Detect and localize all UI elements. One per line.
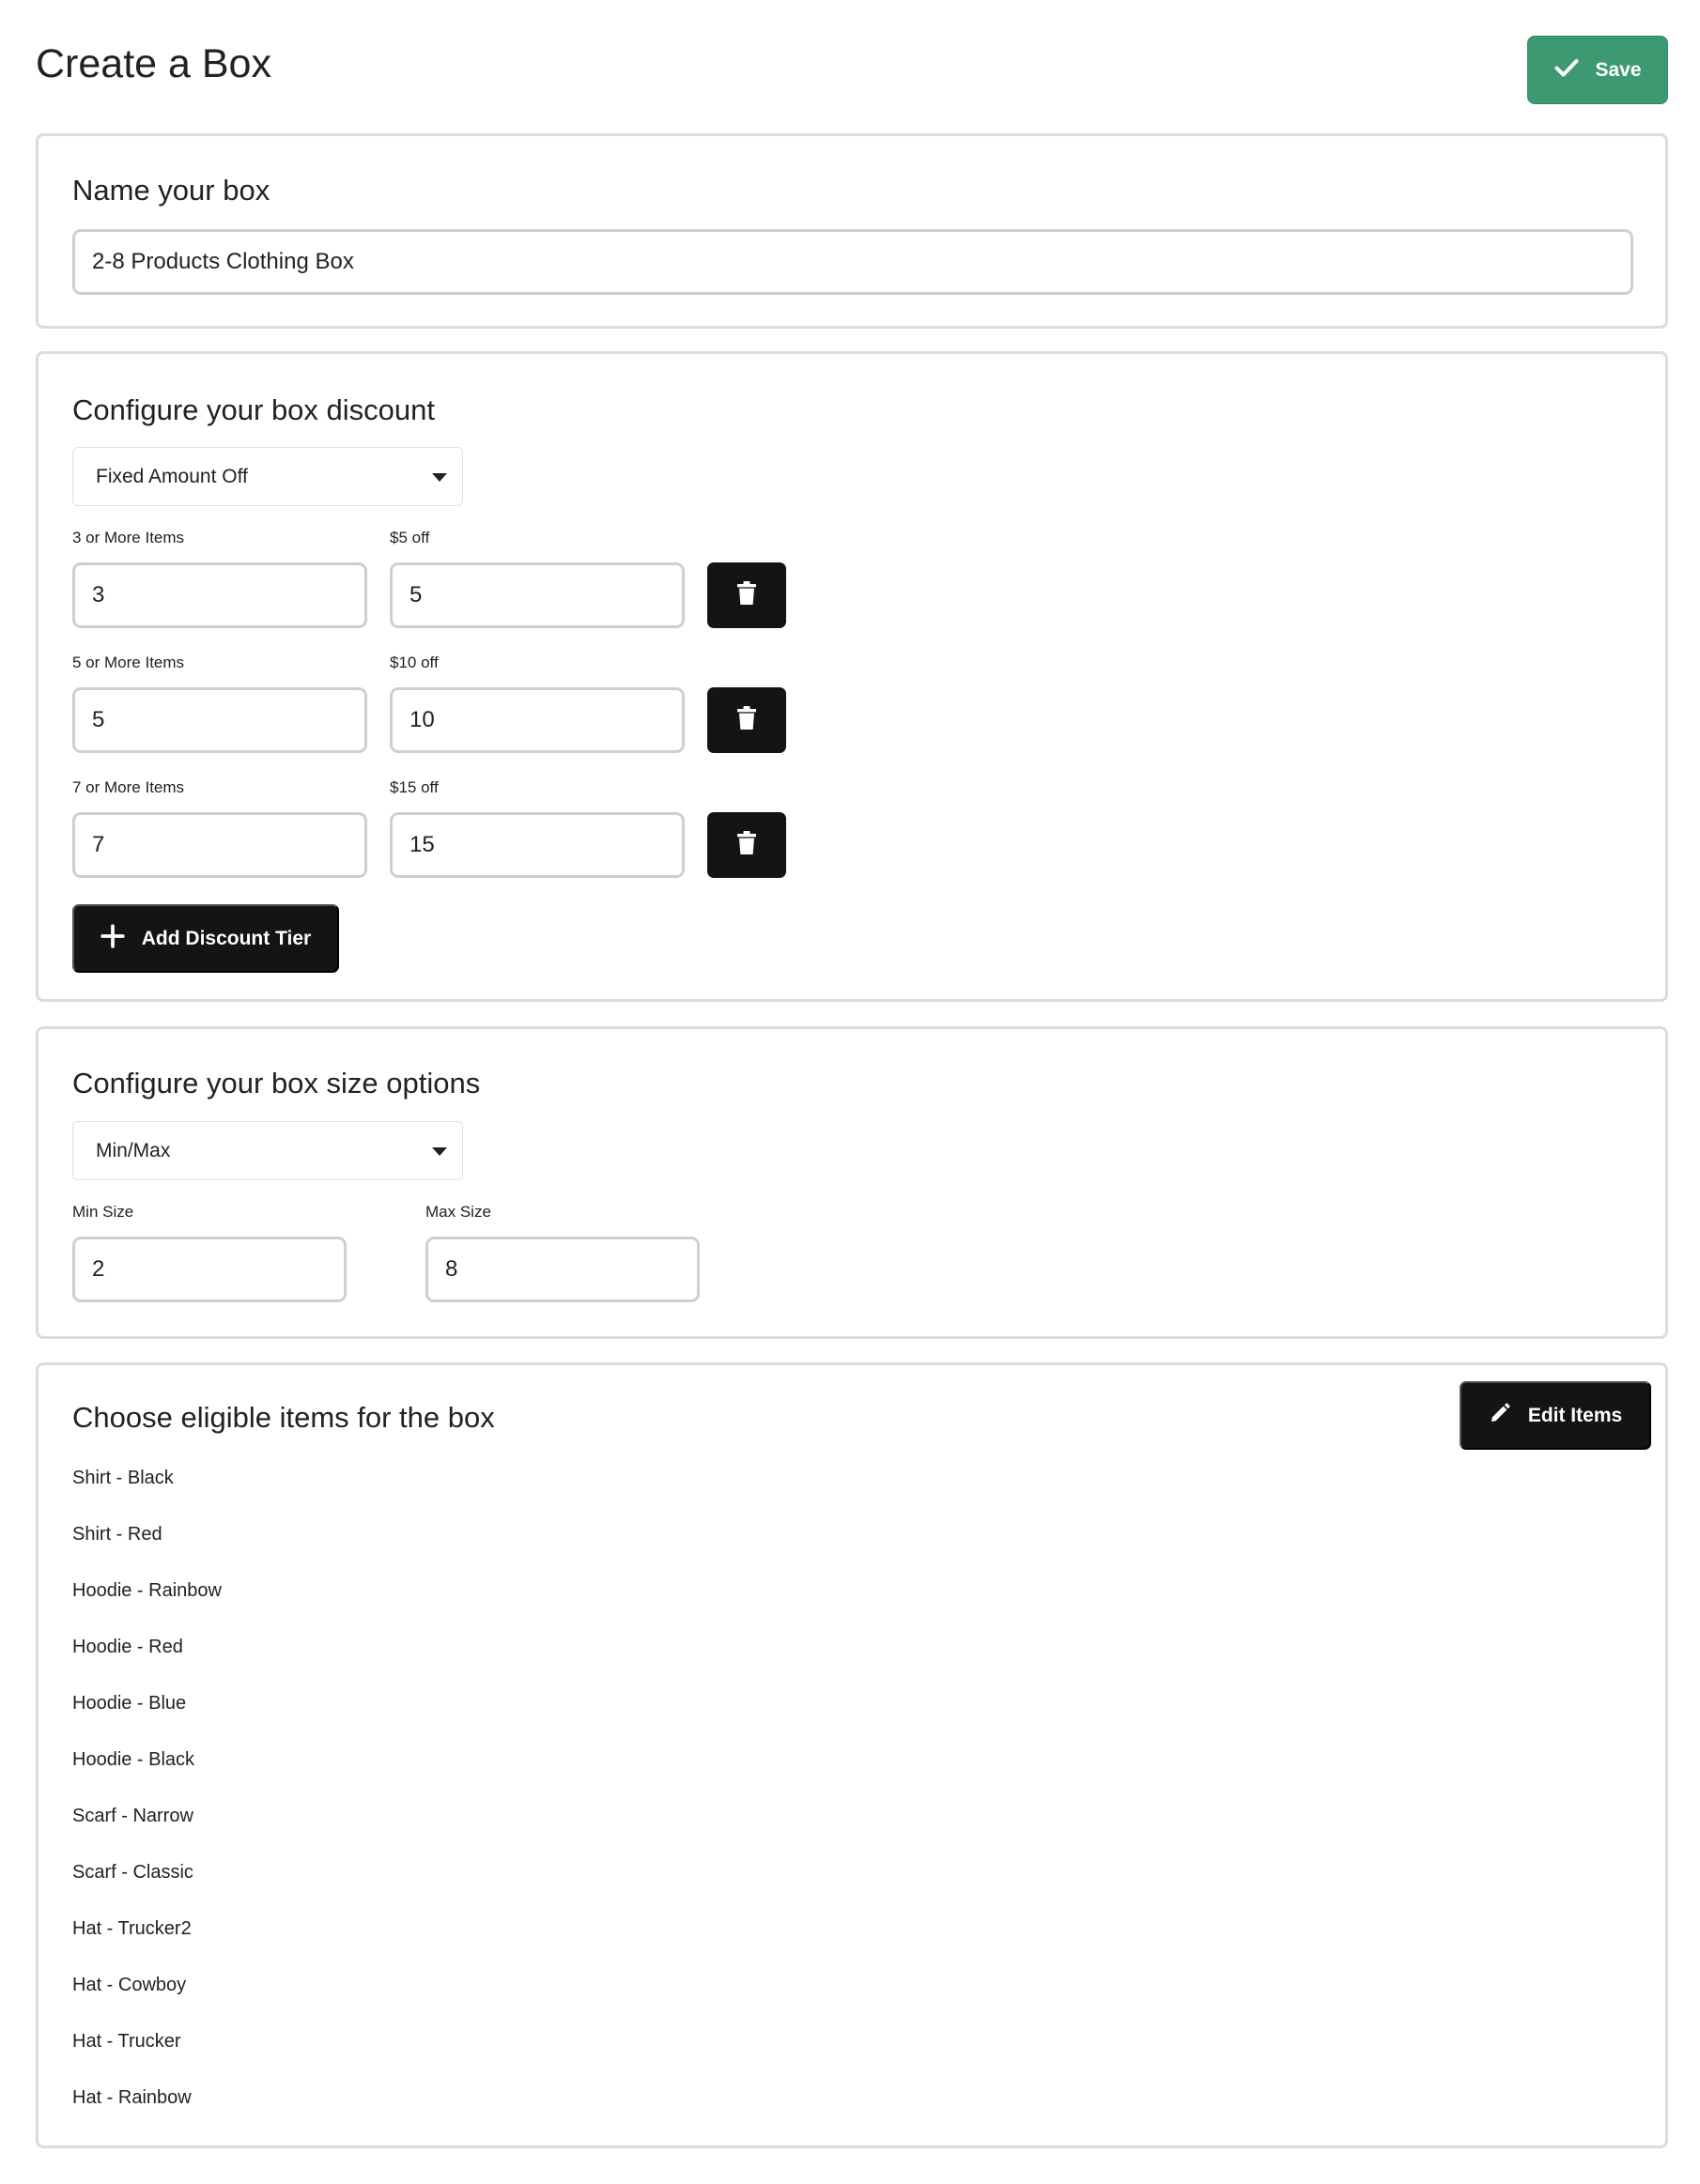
min-size-label: Min Size [72, 1203, 134, 1221]
list-item: Hat - Trucker [72, 2031, 181, 2052]
list-item: Hoodie - Rainbow [72, 1580, 222, 1601]
list-item: Scarf - Classic [72, 1862, 193, 1883]
save-button-label: Save [1595, 58, 1642, 81]
edit-items-button[interactable] [1460, 1381, 1651, 1450]
trash-icon [736, 581, 757, 610]
add-discount-tier-label: Add Discount Tier [141, 927, 312, 949]
discount-title: Configure your box discount [72, 393, 436, 426]
tier-2-amount-label: $10 off [390, 654, 439, 671]
checkmark-icon [1553, 54, 1580, 86]
pencil-icon [1489, 1402, 1511, 1430]
list-item: Hoodie - Black [72, 1749, 195, 1770]
tier-2-delete-button[interactable] [707, 687, 786, 753]
trash-icon [736, 831, 757, 860]
max-size-label: Max Size [425, 1203, 491, 1221]
size-mode-select[interactable] [72, 1121, 463, 1180]
plus-icon [100, 924, 125, 954]
tier-2-qty-input[interactable] [72, 687, 367, 753]
tier-3-amount-input[interactable] [390, 812, 685, 878]
tier-3-amount-label: $15 off [390, 778, 439, 796]
list-item: Hat - Rainbow [72, 2087, 192, 2108]
name-box-title: Name your box [72, 174, 270, 207]
eligible-items-card [36, 1362, 1668, 2148]
add-discount-tier-button[interactable] [72, 904, 339, 973]
list-item: Scarf - Narrow [72, 1806, 193, 1826]
list-item: Hat - Trucker2 [72, 1918, 192, 1939]
save-button[interactable] [1527, 36, 1668, 104]
tier-1-qty-input[interactable] [72, 562, 367, 628]
size-options-card [36, 1026, 1668, 1339]
tier-1-qty-label: 3 or More Items [72, 529, 185, 546]
trash-icon [736, 706, 757, 735]
list-item: Shirt - Red [72, 1524, 162, 1545]
max-size-input[interactable] [425, 1237, 700, 1302]
discount-type-select[interactable] [72, 447, 463, 506]
min-size-input[interactable] [72, 1237, 347, 1302]
tier-2-amount-input[interactable] [390, 687, 685, 753]
discount-card [36, 351, 1668, 1002]
tier-3-qty-label: 7 or More Items [72, 778, 185, 796]
page-title: Create a Box [36, 41, 271, 86]
tier-3-qty-input[interactable] [72, 812, 367, 878]
tier-3-delete-button[interactable] [707, 812, 786, 878]
discount-type-value: Fixed Amount Off [96, 465, 248, 487]
eligible-items-title: Choose eligible items for the box [72, 1401, 495, 1434]
tier-1-delete-button[interactable] [707, 562, 786, 628]
list-item: Hoodie - Blue [72, 1693, 187, 1714]
tier-1-amount-label: $5 off [390, 529, 430, 546]
size-mode-value: Min/Max [96, 1139, 171, 1161]
edit-items-label: Edit Items [1527, 1404, 1623, 1426]
caret-down-icon [432, 473, 447, 482]
tier-2-qty-label: 5 or More Items [72, 654, 185, 671]
tier-1-amount-input[interactable] [390, 562, 685, 628]
list-item: Shirt - Black [72, 1468, 174, 1488]
list-item: Hoodie - Red [72, 1637, 183, 1657]
list-item: Hat - Cowboy [72, 1975, 187, 1995]
name-box-card [36, 133, 1668, 329]
size-options-title: Configure your box size options [72, 1067, 481, 1100]
caret-down-icon [432, 1147, 447, 1156]
box-name-input[interactable] [72, 229, 1633, 295]
